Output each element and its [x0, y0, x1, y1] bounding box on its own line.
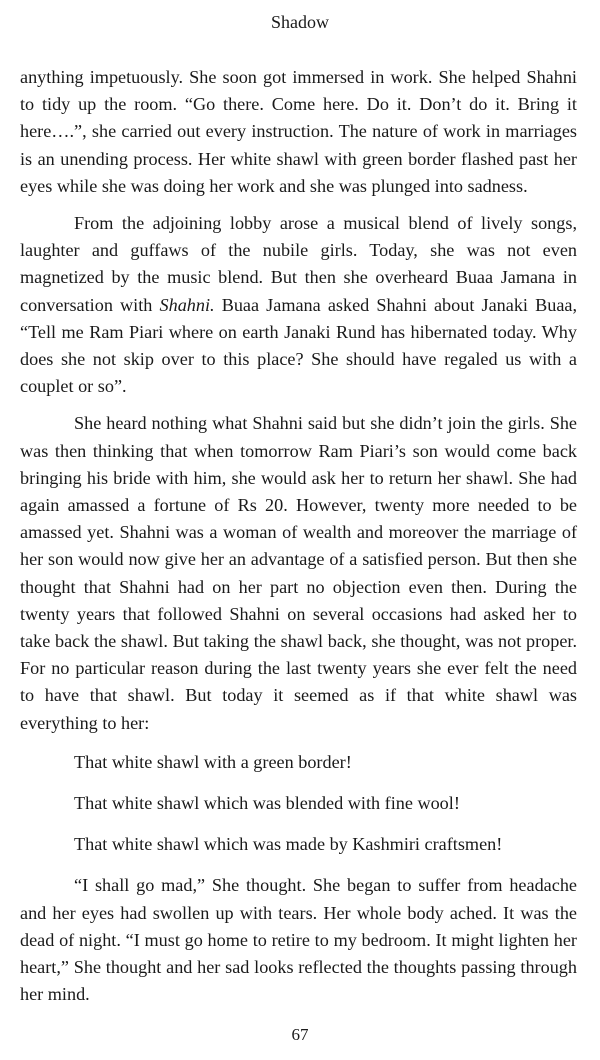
verse-line: That white shawl which was made by Kashmiri craftsmen!	[74, 834, 503, 855]
page-number: 67	[291, 1025, 309, 1044]
verse-line: That white shawl which was blended with fine wool!	[74, 793, 460, 814]
running-head-title: Shadow	[271, 12, 329, 32]
paragraph-closing: “I shall go mad,” She thought. She began to suffer from headache and her eyes had swollen up with tears. Her whole body ached. It was the dead of night. “I must go home to retire to my bedroom. It might lighten her heart,” She thought and her sad looks reflected the thoughts passing through her mind.	[20, 875, 577, 1005]
paragraph-shawl: She heard nothing what Shahni said but she didn’t join the girls. She was then thinking that when tomorrow Ram Piari’s son would come back bringing his bride with him, she would ask her to return her shawl. She had again amassed a fortune of Rs 20. However, twenty more needed to be amassed yet. Shahni was a woman of wealth and moreover the marriage of her son would now give her an advantage of a satisfied person. But then she thought that Shahni had on her part no objection even then. During the twenty years that followed Shahni on several occasions had asked her to take back the shawl. But taking the shawl back, she thought, was not proper. For no particular reason during the last twenty years she ever felt the need to have that shawl. But today it seemed as if that white shawl was everything to her:	[20, 413, 577, 733]
paragraph-lobby-text-a: From the adjoining lobby arose a musical blend of lively songs, laughter and guffaws of the nubile girls. Today, she was not even magnetized by the music blend. But then she overheard Buaa Jamana in conversation with	[20, 213, 577, 315]
paragraph-lobby-italic: Shahni.	[159, 294, 215, 315]
paragraph-lobby-text-b: Buaa Jamana asked Shahni about Janaki Buaa, “Tell me Ram Piari where on earth Janaki Rund has hibernated today. Why does she not skip over to this place? She should have regaled us with a couplet or so”.	[20, 294, 578, 397]
body-text	[20, 64, 577, 1009]
paragraph-lobby	[20, 210, 577, 400]
paragraph-continued: anything impetuously. She soon got immersed in work. She helped Shahni to tidy up the room. “Go there. Come here. Do it. Don’t do it. Bring it here….”, she carried out every instruction. The nature of work in marriages is an unending process. Her white shawl with green border flashed past her eyes while she was doing her work and she was plunged into sadness.	[20, 67, 577, 196]
verse-line: That white shawl with a green border!	[74, 751, 352, 772]
